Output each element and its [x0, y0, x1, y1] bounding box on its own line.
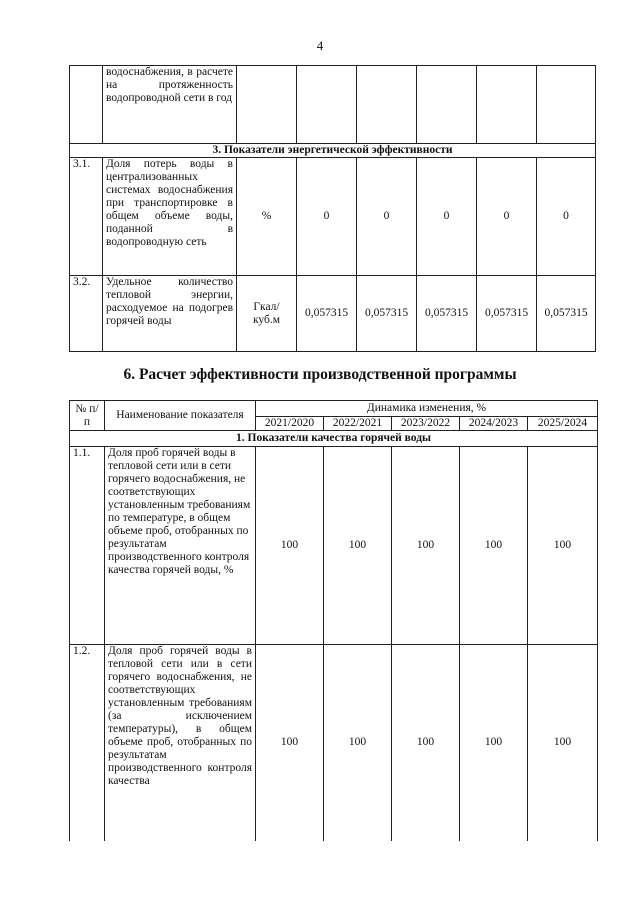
table-row	[70, 276, 596, 352]
table-row	[70, 158, 596, 276]
table-row	[70, 645, 598, 841]
page-number: 4	[316, 38, 324, 53]
row-unit: Гкал/ куб.м	[237, 276, 297, 352]
row-value: 0	[357, 158, 417, 276]
section-row	[70, 144, 596, 158]
row-value: 100	[256, 645, 324, 841]
row-value: 100	[460, 645, 528, 841]
row-name: Доля проб горячей воды в тепловой сети или в сети горячего водоснабжения, не соответствующих установленным требованиям (за исключением температуры), в общем объеме проб, отобранных по результатам производственного контроля качества	[105, 645, 256, 841]
header-name: Наименование показателя	[105, 401, 256, 431]
row-number: 3.1.	[70, 158, 103, 276]
header-year: 2021/2020	[256, 417, 324, 431]
row-value: 0,057315	[477, 276, 537, 352]
row-name: водоснабжения, в расчете на протяженность водопроводной сети в год	[103, 66, 237, 144]
header-year: 2023/2022	[392, 417, 460, 431]
row-value: 0	[477, 158, 537, 276]
section-heading: 6. Расчет эффективности производственной программы	[123, 366, 517, 383]
energy-efficiency-table	[69, 65, 596, 352]
row-value: 0	[417, 158, 477, 276]
production-efficiency-table	[69, 400, 598, 841]
row-value: 100	[528, 645, 598, 841]
header-dynamics: Динамика изменения, %	[256, 401, 598, 417]
section-row	[70, 431, 598, 447]
row-number: 3.2.	[70, 276, 103, 352]
row-value: 100	[256, 447, 324, 645]
section-title: 1. Показатели качества горячей воды	[70, 431, 598, 447]
header-number: № п/п	[70, 401, 105, 431]
header-row	[70, 401, 598, 417]
row-value: 0,057315	[297, 276, 357, 352]
row-value: 0	[297, 158, 357, 276]
row-value: 0,057315	[537, 276, 596, 352]
row-name: Доля потерь воды в централизованных системах водоснабжения при транспортировке в общем объеме воды, поданной в водопроводную сеть	[103, 158, 237, 276]
row-unit: %	[237, 158, 297, 276]
row-value: 0	[537, 158, 596, 276]
row-name: Доля проб горячей воды в тепловой сети или в сети горячего водоснабжения, не соответствующих установленным требованиям по температуре, в общем объеме проб, отобранных по результатам производственного контроля качества горячей воды, %	[105, 447, 256, 645]
section-title: 3. Показатели энергетической эффективности	[70, 144, 596, 158]
row-value: 0,057315	[357, 276, 417, 352]
header-year: 2025/2024	[528, 417, 598, 431]
row-value: 100	[460, 447, 528, 645]
row-name: Удельное количество тепловой энергии, расходуемое на подогрев горячей воды	[103, 276, 237, 352]
table-row	[70, 447, 598, 645]
row-value: 100	[528, 447, 598, 645]
header-year: 2022/2021	[324, 417, 392, 431]
header-year: 2024/2023	[460, 417, 528, 431]
row-value: 100	[324, 447, 392, 645]
row-value: 0,057315	[417, 276, 477, 352]
row-value: 100	[392, 447, 460, 645]
row-value: 100	[392, 645, 460, 841]
row-value: 100	[324, 645, 392, 841]
row-number: 1.2.	[70, 645, 105, 841]
table-row	[70, 66, 596, 144]
row-number: 1.1.	[70, 447, 105, 645]
